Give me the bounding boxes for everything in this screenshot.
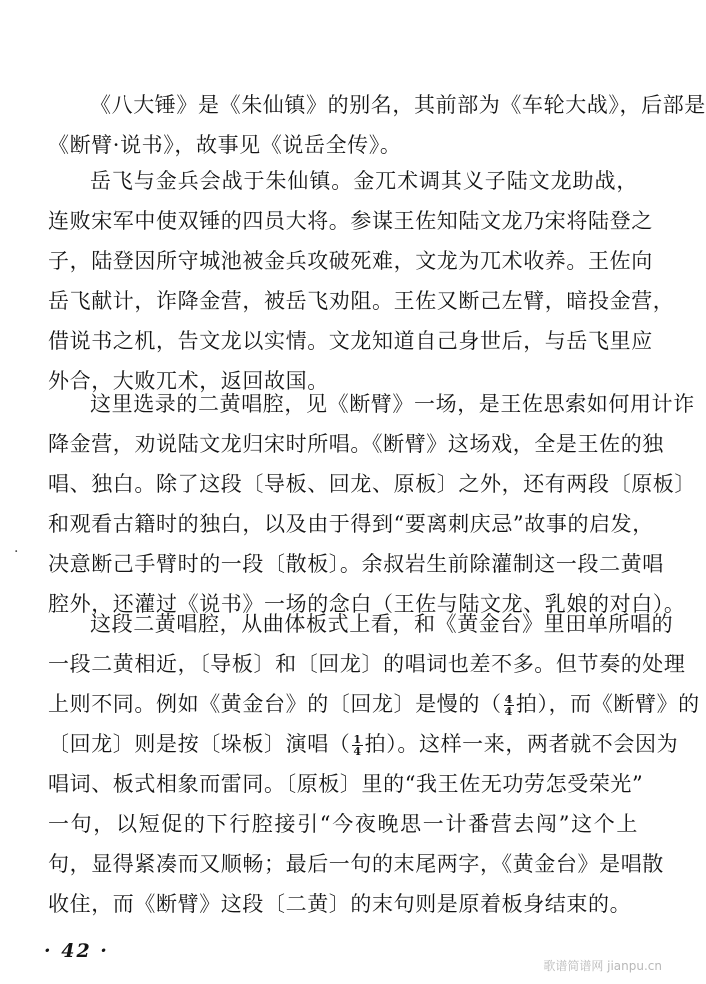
beat-fraction bbox=[504, 694, 514, 717]
text-line: 唱词、板式相象而雷同。〔原板〕里的“我王佐无功劳怎受荣光” bbox=[48, 772, 644, 796]
text-line: 子，陆登因所守城池被金兵攻破死难，文龙为兀术收养。王佐向 bbox=[48, 249, 653, 273]
paragraph-1 bbox=[48, 85, 706, 165]
text-line bbox=[48, 684, 700, 724]
text-line: 和观看古籍时的独白，以及由于得到“要离刺庆忌”故事的启发， bbox=[48, 512, 654, 536]
text-line: 收住，而《断臂》这段〔二黄〕的末句则是原着板身结束的。 bbox=[48, 892, 632, 916]
text-line: 降金营，劝说陆文龙归宋时所唱。《断臂》这场戏，全是王佐的独 bbox=[48, 432, 664, 456]
fraction-numerator: 1 bbox=[353, 733, 362, 746]
text-line: 岳飞与金兵会战于朱仙镇。金兀术调其义子陆文龙助战， bbox=[90, 169, 638, 193]
text-line bbox=[48, 724, 679, 764]
text-segment: 拍），而《断臂》的 bbox=[515, 692, 700, 716]
text-line: 腔外，还灌过《说书》一场的念白（王佐与陆文龙、乳娘的对白）。 bbox=[48, 592, 686, 616]
text-line: 一句，以短促的下行腔接引“今夜晚思一计番营去闯”这个上 bbox=[48, 812, 638, 836]
watermark: 歌谱简谱网 jianpu.cn bbox=[543, 959, 662, 973]
text-line: 这里选录的二黄唱腔，见《断臂》一场，是王佐思索如何用计诈 bbox=[90, 392, 695, 416]
page-number: · 42 · bbox=[44, 940, 109, 962]
text-line: 岳飞献计，诈降金营，被岳飞劝阻。王佐又断己左臂，暗投金营， bbox=[48, 289, 675, 313]
text-segment: 拍）。这样一来，两者就不会因为 bbox=[364, 732, 679, 756]
margin-mark: · bbox=[14, 544, 19, 560]
text-line: 《断臂·说书》，故事见《说岳全传》。 bbox=[48, 133, 402, 157]
fraction-numerator: 4 bbox=[504, 693, 513, 706]
paragraph-2 bbox=[48, 161, 675, 401]
text-line: 决意断己手臂时的一段〔散板〕。余叔岩生前除灌制这一段二黄唱 bbox=[48, 552, 664, 576]
text-line: 一段二黄相近，〔导板〕和〔回龙〕的唱词也差不多。但节奏的处理 bbox=[48, 652, 686, 676]
beat-fraction bbox=[352, 734, 362, 757]
text-line: 连败宋军中使双锤的四员大将。参谋王佐知陆文龙乃宋将陆登之 bbox=[48, 209, 653, 233]
text-segment: 〔回龙〕则是按〔垛板〕演唱（ bbox=[48, 732, 351, 756]
fraction-denominator: 4 bbox=[353, 745, 362, 758]
text-line: 《八大锤》是《朱仙镇》的别名，其前部为《车轮大战》，后部是 bbox=[90, 93, 706, 117]
text-segment: 上则不同。例如《黄金台》的〔回龙〕是慢的（ bbox=[48, 692, 502, 716]
text-line: 唱、独白。除了这段〔导板、回龙、原板〕之外，还有两段〔原板〕 bbox=[48, 472, 696, 496]
text-line: 外合，大败兀术，返回故国。 bbox=[48, 369, 329, 393]
text-line: 这段二黄唱腔，从曲体板式上看，和《黄金台》里田单所唱的 bbox=[90, 612, 674, 636]
text-line: 句，显得紧凑而又顺畅；最后一句的末尾两字，《黄金台》是唱散 bbox=[48, 852, 664, 876]
fraction-denominator: 4 bbox=[504, 705, 513, 718]
text-line: 借说书之机，告文龙以实情。文龙知道自己身世后，与岳飞里应 bbox=[48, 329, 653, 353]
